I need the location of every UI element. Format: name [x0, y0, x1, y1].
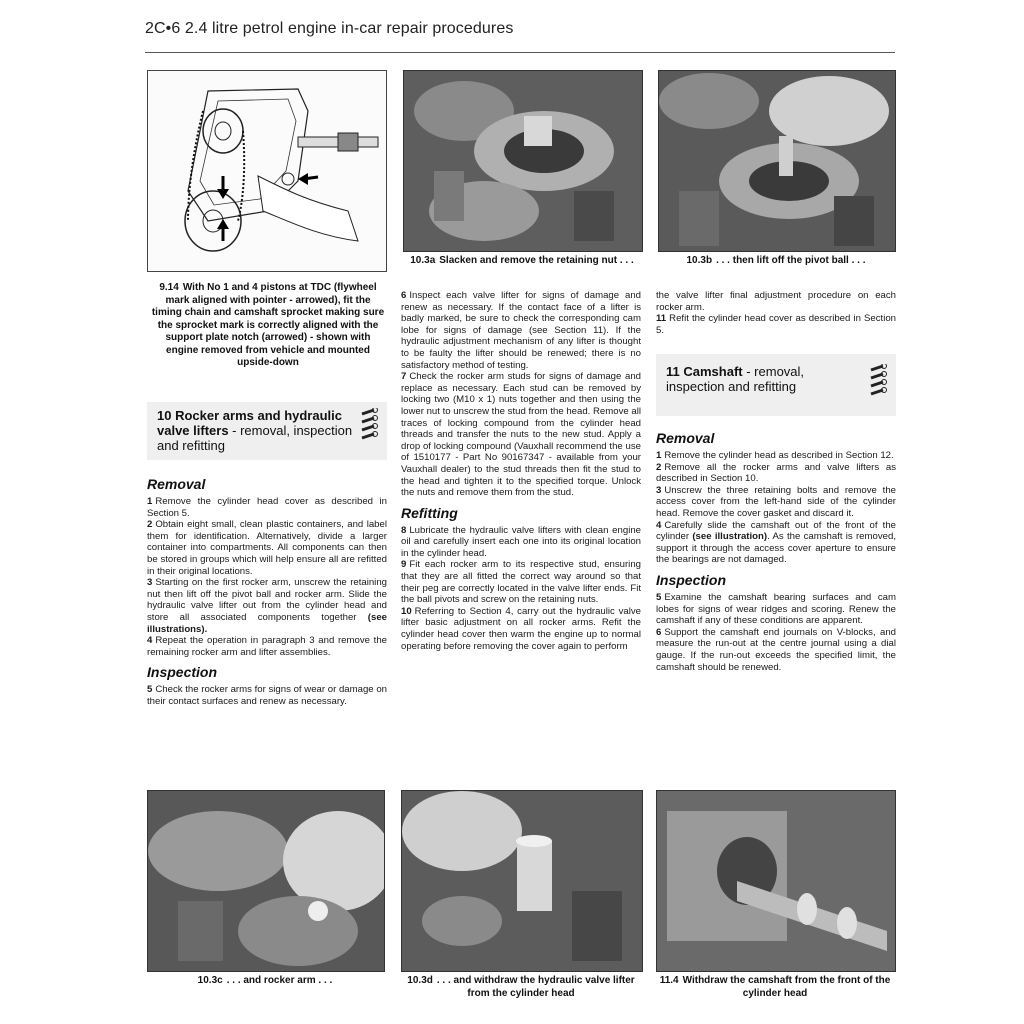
- photo-10-3a: [403, 70, 643, 252]
- paragraph: 7 Check the rocker arm studs for signs of damage and replace as necessary. Each stud can be removed by locking two (M10 x 1) nuts together and then using the lower nut to unscrew the stud from the head. Remove all traces of locking compound from the cylinder head threads and transfer the nuts to the new stud. Apply a drop of locking compound (Vauxhall recommend the use of 1510177 - Part No 90167347 - available from your Vauxhall dealer) to the stud threads then fit the stud to the head and tighten it to the specified torque. Unlock the nuts and remove them from the stud.: [401, 371, 641, 499]
- column-3-top: [656, 290, 896, 336]
- caption-number: 10.3a: [410, 255, 436, 266]
- subhead-removal: Removal: [147, 476, 206, 492]
- header-rule: [145, 52, 895, 53]
- paragraph: 1 Remove the cylinder head as described in Section 12.: [656, 450, 894, 461]
- paragraph: 4 Carefully slide the camshaft out of the front of the cylinder (see illustration). As the camshaft is removed, support it through the access cover aperture to ensure the bearings are not damaged.: [656, 519, 896, 566]
- subhead-inspection: Inspection: [656, 571, 727, 588]
- paragraph: 3 Unscrew the three retaining bolts and remove the access cover from the left-hand side of the cylinder head. Remove the cover gasket and discard it.: [656, 484, 896, 519]
- paragraph: 9 Fit each rocker arm to its respective stud, ensuring that they are all fitted the correct way around so that their peg are correctly located in the valve lifter ends. Fit the ball pivots and screw on the retaining nuts.: [401, 559, 641, 606]
- rocker-nut-photo: [404, 71, 642, 251]
- paragraph: 6 Support the camshaft end journals on V-blocks, and measure the run-out at the centre journal using a dial gauge. If the run-out exceeds the specified limit, the camshaft should be renewed.: [656, 626, 896, 673]
- caption-11-4: [656, 975, 894, 1000]
- column-2: [401, 290, 641, 652]
- section-title-rest: - removal, inspection and refitting: [666, 364, 805, 394]
- valve-lifter-photo: [402, 791, 642, 971]
- caption-text: . . . and rocker arm . . .: [226, 975, 333, 986]
- caption-number: 11.4: [659, 975, 679, 986]
- photo-10-3d: [401, 790, 643, 972]
- paragraph: 11 Refit the cylinder head cover as described in Section 5.: [656, 313, 896, 336]
- pivot-ball-photo: [659, 71, 895, 251]
- caption-9-14: [150, 282, 386, 370]
- spanner-rating-icon: [868, 364, 888, 404]
- camshaft-photo: [657, 791, 895, 971]
- caption-10-3b: [658, 255, 894, 268]
- section-title-bold: Rocker arms and hydraulic valve lifters: [157, 408, 342, 438]
- caption-number: 9.14: [159, 282, 179, 293]
- caption-number: 10.3b: [686, 255, 713, 266]
- section-10-heading: [147, 402, 387, 460]
- section-title-rest: - removal, inspection and refitting: [157, 423, 353, 453]
- section-title-bold: Camshaft: [683, 364, 743, 379]
- caption-text: Withdraw the camshaft from the front of the cylinder head: [682, 975, 891, 999]
- caption-10-3c: [147, 975, 383, 988]
- timing-chain-drawing: [148, 71, 386, 271]
- paragraph: 5 Examine the camshaft bearing surfaces and cam lobes for signs of wear ridges and scoring. Renew the camshaft if any of these conditions are apparent.: [656, 591, 896, 627]
- caption-text: Slacken and remove the retaining nut . . .: [439, 255, 634, 266]
- rocker-arm-photo: [148, 791, 384, 971]
- caption-number: 10.3d: [407, 975, 433, 986]
- paragraph: 10 Referring to Section 4, carry out the hydraulic valve lifter basic adjustment on all rocker arms. Refit the cylinder head cover then warm the engine up to normal operating before removing the cover again to perform: [401, 605, 641, 652]
- paragraph: 1 Remove the cylinder head cover as described in Section 5.: [147, 496, 387, 519]
- page-title: 2C•6 2.4 litre petrol engine in-car repair procedures: [145, 20, 514, 37]
- paragraph: 4 Repeat the operation in paragraph 3 and remove the remaining rocker arm and lifter assemblies.: [147, 635, 387, 658]
- caption-text: . . . then lift off the pivot ball . . .: [716, 255, 866, 266]
- photo-11-4: [656, 790, 896, 972]
- subhead-refitting: Refitting: [401, 504, 458, 521]
- paragraph: 5 Check the rocker arms for signs of wear or damage on their contact surfaces and renew as necessary.: [147, 684, 387, 707]
- column-3-bottom: [656, 424, 896, 673]
- caption-text: With No 1 and 4 pistons at TDC (flywheel mark aligned with pointer - arrowed), fit the timing chain and camshaft sprocket making sure the sprocket mark is correctly aligned with the support plate notch (arrowed) - shown with engine removed from vehicle and mounted upside-down: [151, 282, 385, 368]
- photo-10-3b: [658, 70, 896, 252]
- paragraph: 2 Obtain eight small, clean plastic containers, and label them for identification. Alternatively, divide a larger container into compartments. All components can then be stored in groups which will help ensure all are refitted in their original locations.: [147, 519, 387, 577]
- section-number: 10: [157, 408, 172, 423]
- paragraph: 2 Remove all the rocker arms and valve lifters as described in Section 10.: [656, 461, 896, 485]
- photo-10-3c: [147, 790, 385, 972]
- paragraph: 6 Inspect each valve lifter for signs of damage and renew as necessary. If the contact face of a lifter is badly marked, be sure to check the corresponding cam lobe for signs of damage (see Section 11). If the hydraulic adjustment mechanism of any lifter is thought to be faulty the lifter should be renewed; there is no satisfactory method of testing.: [401, 290, 641, 371]
- column-1: [147, 470, 387, 708]
- caption-10-3a: [403, 255, 641, 268]
- page-header: [145, 14, 895, 54]
- subhead-removal: Removal: [656, 430, 715, 446]
- section-number: 11: [666, 364, 680, 379]
- paragraph: 3 Starting on the first rocker arm, unscrew the retaining nut then lift off the pivot ball and rocker arm. Slide the hydraulic valve lifter out from the cylinder head and store all associated components together (see illustrations).: [147, 577, 387, 635]
- paragraph: the valve lifter final adjustment procedure on each rocker arm.: [656, 290, 896, 313]
- caption-number: 10.3c: [197, 975, 223, 986]
- spanner-rating-icon: [359, 408, 379, 448]
- caption-text: . . . and withdraw the hydraulic valve lifter from the cylinder head: [436, 975, 635, 999]
- caption-10-3d: [401, 975, 641, 1000]
- paragraph: 8 Lubricate the hydraulic valve lifters with clean engine oil and carefully insert each one into its original location in the cylinder head.: [401, 524, 641, 559]
- figure-9-14-drawing: [147, 70, 387, 272]
- section-11-heading: [656, 354, 896, 416]
- subhead-inspection: Inspection: [147, 664, 218, 681]
